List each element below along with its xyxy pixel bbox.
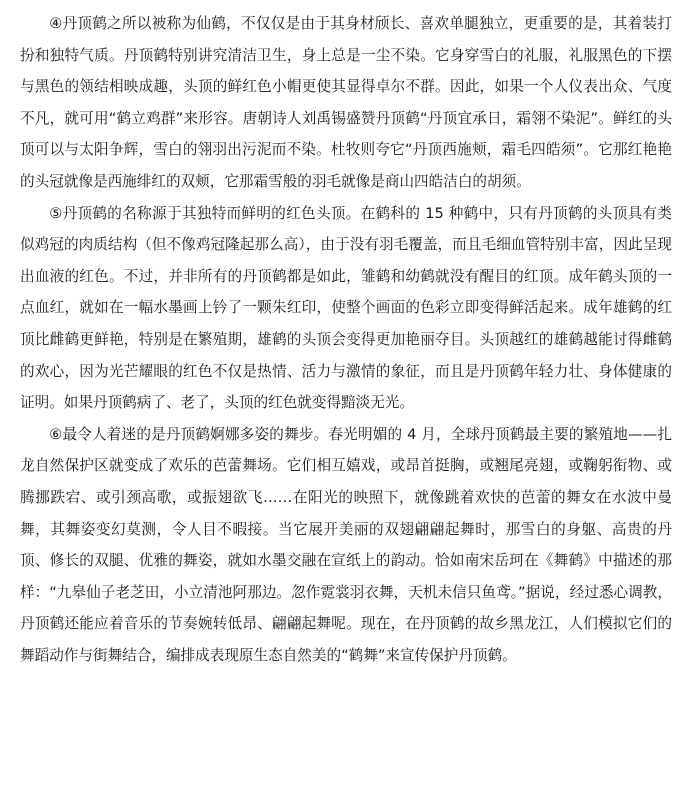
paragraph-4: ④丹顶鹤之所以被称为仙鹤，不仅仅是由于其身材颀长、喜欢单腿独立，更重要的是，其着装打扮和独特气质。丹顶鹤特别讲究清洁卫生，身上总是一尘不染。它身穿雪白的礼服，礼服黑色的下摆与黑色的领结相映成趣，头顶的鲜红色小帽更使其显得卓尔不群。因此，如果一个人仪表出众、气度不凡，就可用“鹤立鸡群”来形容。唐朝诗人刘禹锡盛赞丹顶鹤“丹顶宜承日，霜翎不染泥”。鲜红的头顶可以与太阳争辉，雪白的翎羽出污泥而不染。杜牧则夸它“丹顶西施颊，霜毛四皓须”。它那红艳艳的头冠就像是西施绯红的双颊，它那霜雪般的羽毛就像是商山四皓洁白的胡须。 (20, 15, 672, 190)
document-body (20, 8, 672, 671)
paragraph-5: ⑤丹顶鹤的名称源于其独特而鲜明的红色头顶。在鹤科的 15 种鹤中，只有丹顶鹤的头顶具有类似鸡冠的肉质结构（但不像鸡冠隆起那么高），由于没有羽毛覆盖，而且毛细血管特别丰富，因此呈现出血液的红色。不过，并非所有的丹顶鹤都是如此，雏鹤和幼鹤就没有醒目的红顶。成年鹤头顶的一点血红，就如在一幅水墨画上钤了一颗朱红印，使整个画面的色彩立即变得鲜活起来。成年雄鹤的红顶比雌鹤更鲜艳，特别是在繁殖期，雄鹤的头顶会变得更加艳丽夺目。头顶越红的雄鹤越能讨得雌鹤的欢心，因为光芒耀眼的红色不仅是热情、活力与激情的象征，而且是丹顶鹤年轻力壮、身体健康的证明。如果丹顶鹤病了、老了，头顶的红色就变得黯淡无光。 (20, 204, 672, 412)
paragraph-6: ⑥最令人着迷的是丹顶鹤婀娜多姿的舞步。春光明媚的 4 月，全球丹顶鹤最主要的繁殖地——扎龙自然保护区就变成了欢乐的芭蕾舞场。它们相互嬉戏，或昂首挺胸，或翘尾亮翅，或鞠躬衔物、或腾挪跌宕、或引颈高歌，或振翅欲飞……在阳光的映照下，就像跳着欢快的芭蕾的舞女在水波中曼舞，其舞姿变幻莫测，令人目不暇接。当它展开美丽的双翅翩翩起舞时，那雪白的身躯、高贵的丹顶、修长的双腿、优雅的舞姿，就如水墨交融在宣纸上的韵动。恰如南宋岳珂在《舞鹤》中描述的那样：“九皋仙子老芝田，小立清池阿那边。忽作霓裳羽衣舞，天机未信只鱼鸢。”据说，经过悉心调教，丹顶鹤还能应着音乐的节奏婉转低昂、翩翩起舞呢。现在，在丹顶鹤的故乡黑龙江，人们模拟它们的舞蹈动作与街舞结合，编排成表现原生态自然美的“鹤舞”来宣传保护丹顶鹤。 (20, 425, 672, 664)
